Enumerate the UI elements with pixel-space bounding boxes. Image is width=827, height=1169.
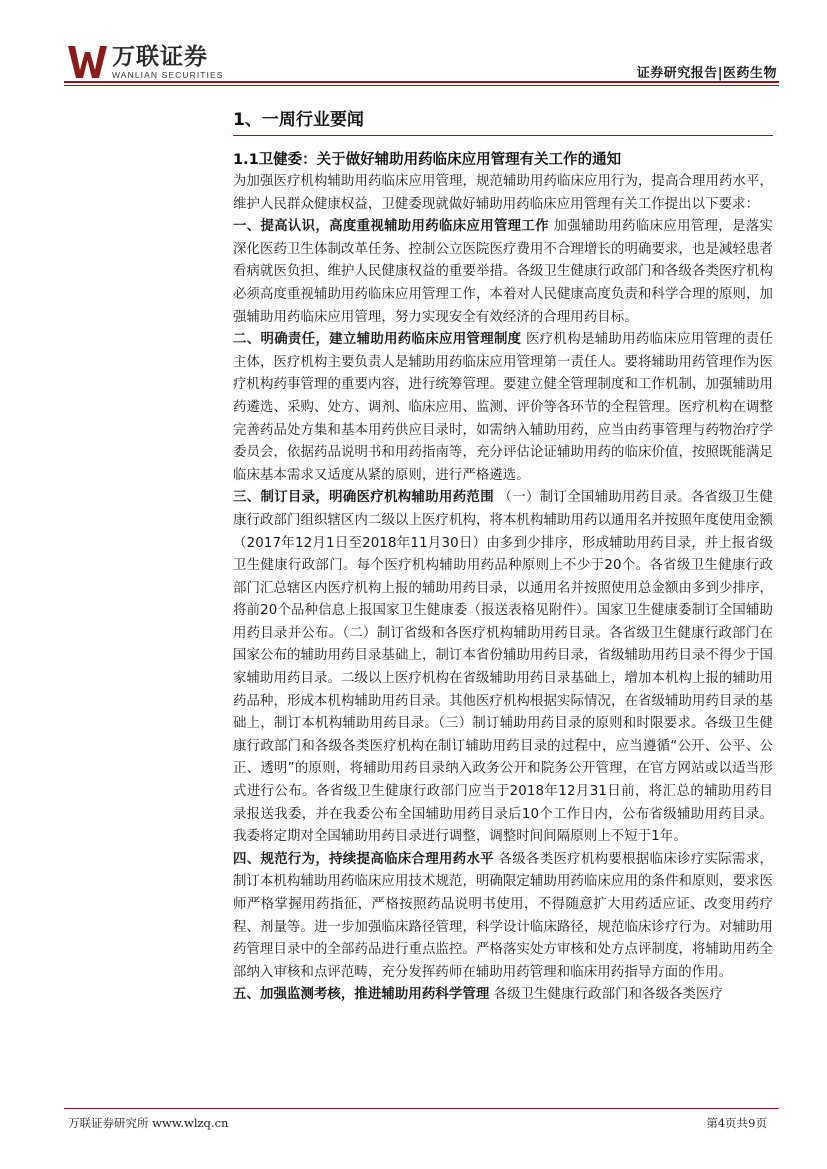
requirement-heading: 三、制订目录，明确医疗机构辅助用药范围 — [233, 490, 494, 506]
report-type-label: 证券研究报告|医药生物 — [636, 66, 777, 81]
requirement-body: 各级各类医疗机构要根据临床诊疗实际需求，制订本机构辅助用药临床应用技术规范，明确限定辅助用药临床应用的条件和原则，要求医师严格掌握用药指征，严格按照药品说明书使用，不得随意扩大用药适应证、改变用药疗程、剂量等。进一步加强临床路径管理，科学设计临床路径，规范临床诊疗行为。对辅助用药管理目录中的全部药品进行重点监控。严格落实处方审核和处方点评制度，将辅助用药全部纳入审核和点评范畴，充分发挥药师在辅助用药管理和临床用药指导方面的作用。 — [233, 851, 773, 980]
logo-w-mark-icon — [68, 44, 108, 80]
requirement-item-3 — [233, 487, 773, 849]
logo-chinese-name: 万联证券 — [112, 44, 208, 70]
requirement-heading: 四、规范行为，持续提高临床合理用药水平 — [233, 851, 494, 867]
section-subtitle: 1.1卫健委：关于做好辅助用药临床应用管理有关工作的通知 — [233, 152, 622, 168]
page-header — [0, 0, 827, 95]
requirement-heading: 二、明确责任，建立辅助用药临床应用管理制度 — [233, 332, 522, 348]
section-title: 1、一周行业要闻 — [233, 108, 773, 136]
logo-english-name: WANLIAN SECURITIES — [112, 70, 224, 80]
requirement-item-2 — [233, 329, 773, 487]
requirement-item-5 — [233, 984, 773, 1007]
requirement-body: 各级卫生健康行政部门和各级各类医疗 — [489, 987, 724, 1003]
company-logo — [68, 44, 224, 80]
header-divider — [64, 81, 779, 83]
header-divider-thin — [64, 85, 779, 86]
footer-publisher: 万联证券研究所 www.wlzq.cn — [68, 1116, 229, 1130]
requirement-heading: 一、提高认识，高度重视辅助用药临床应用管理工作 — [233, 219, 549, 235]
requirement-heading: 五、加强监测考核，推进辅助用药科学管理 — [233, 987, 490, 1003]
requirement-body: （一）制订全国辅助用药目录。各省级卫生健康行政部门组织辖区内二级以上医疗机构，将本机构辅助用药以通用名并按照年度使用金额（2017年12月1日至2018年11月30日）由多到少排序，形成辅助用药目录，并上报省级卫生健康行政部门。每个医疗机构辅助用药品种原则上不少于20个。各省级卫生健康行政部门汇总辖区内医疗机构上报的辅助用药目录，以通用名并按照使用总金额由多到少排序，将前20个品种信息上报国家卫生健康委（报送表格见附件）。国家卫生健康委制订全国辅助用药目录并公布。（二）制订省级和各医疗机构辅助用药目录。各省级卫生健康行政部门在国家公布的辅助用药目录基础上，制订本省份辅助用药目录，省级辅助用药目录不得少于国家辅助用药目录。二级以上医疗机构在省级辅助用药目录基础上，增加本机构上报的辅助用药品种，形成本机构辅助用药目录。其他医疗机构根据实际情况，在省级辅助用药目录的基础上，制订本机构辅助用药目录。（三）制订辅助用药目录的原则和时限要求。各级卫生健康行政部门和各级各类医疗机构在制订辅助用药目录的过程中，应当遵循“公开、公平、公正、透明”的原则，将辅助用药目录纳入政务公开和院务公开管理，在官方网站或以适当形式进行公布。各省级卫生健康行政部门应当于2018年12月31日前，将汇总的辅助用药目录报送我委，并在我委公布全国辅助用药目录后10个工作日内，公布省级辅助用药目录。我委将定期对全国辅助用药目录进行调整，调整时间间隔原则上不短于1年。 — [233, 490, 773, 845]
footer-divider — [64, 1108, 779, 1109]
requirement-body: 医疗机构是辅助用药临床应用管理的责任主体，医疗机构主要负责人是辅助用药临床应用管理第一责任人。要将辅助用药管理作为医疗机构药事管理的重要内容，进行统筹管理。要建立健全管理制度和工作机制，加强辅助用药遴选、采购、处方、调剂、临床应用、监测、评价等各环节的全程管理。医疗机构在调整完善药品处方集和基本用药供应目录时，如需纳入辅助用药，应当由药事管理与药物治疗学委员会，依据药品说明书和用药指南等，充分评估论证辅助用药的临床价值，按照既能满足临床基本需求又适度从紧的原则，进行严格遴选。 — [233, 332, 773, 483]
page-number: 第4页共9页 — [706, 1116, 767, 1130]
intro-paragraph: 为加强医疗机构辅助用药临床应用管理，规范辅助用药临床应用行为，提高合理用药水平，维护人民群众健康权益，卫健委现就做好辅助用药临床应用管理有关工作提出以下要求： — [233, 174, 773, 212]
requirement-body: 加强辅助用药临床应用管理，是落实深化医药卫生体制改革任务、控制公立医院医疗费用不合理增长的明确要求，也是减轻患者看病就医负担、维护人民健康权益的重要举措。各级卫生健康行政部门和各级各类医疗机构必须高度重视辅助用药临床应用管理工作，本着对人民健康高度负责和科学合理的原则，加强辅助用药临床应用管理，努力实现安全有效经济的合理用药目标。 — [233, 219, 773, 325]
main-content — [233, 108, 773, 1007]
requirement-item-1 — [233, 216, 773, 329]
requirement-item-4 — [233, 849, 773, 985]
